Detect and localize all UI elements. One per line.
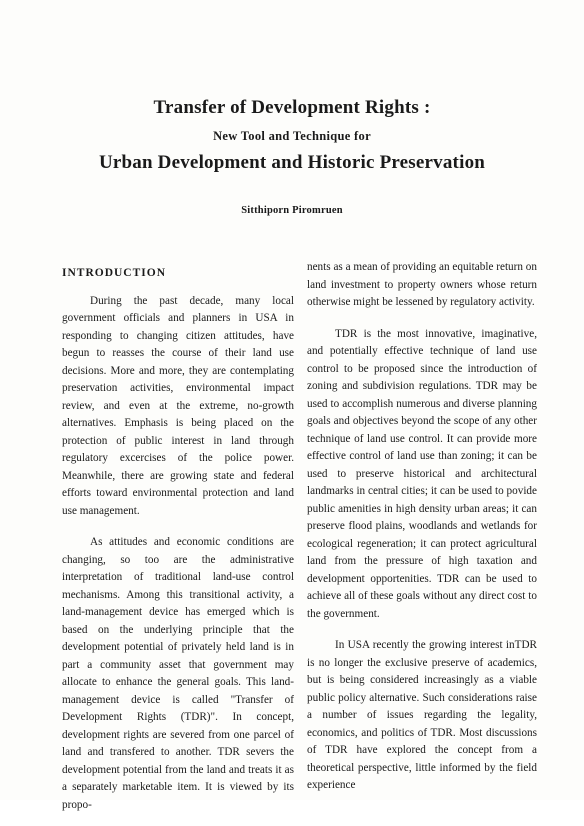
paragraph: During the past decade, many local government officials and planners in USA in responding to changing citizen attitudes, have begun to reasses the course of their land use decisions. More and more, they are contemplating preservation activities, environmental impact review, and even at the extreme, no-growth alternatives. Emphasis is being placed on the protection of public interest in land through regulatory excercises of the police power. Meanwhile, there are growing state and federal efforts toward environmental protection and land use management. xyxy=(62,294,294,517)
right-column xyxy=(307,259,537,807)
paragraph: As attitudes and economic conditions are changing, so too are the administrative interpretation of traditional land-use control mechanisms. Among this transitional activity, a land-management device has emerged which is based on the underlying principle that the development potential of privately held land is in part a community asset that government may allocate to enhance the general goals. This land-management device is called "Transfer of Development Rights (TDR)". In concept, development rights are severed from one parcel of land and transfered to another. TDR severs the development potential from the land and treats it as a separately marketable item. It is viewed by its propo- xyxy=(62,536,294,811)
paper-title-second-line: Urban Development and Historic Preservation xyxy=(98,152,486,173)
left-column xyxy=(62,259,294,826)
author-name: Sitthiporn Piromruen xyxy=(241,205,343,216)
paper-title: Transfer of Development Rights : xyxy=(153,97,431,118)
section-heading-introduction: INTRODUCTION xyxy=(62,267,167,279)
paper-subtitle: New Tool and Technique for xyxy=(213,129,371,143)
paragraph: TDR is the most innovative, imaginative, and potentially effective technique of land use control to be proposed since the introduction of zoning and subdivision regulations. TDR may be used to accomplish numerous and diverse planning goals and objectives beyond the scope of any other technique of land use control. It can provide more effective control of land use than zoning; it can be used to preserve historical and architectural landmarks in central cities; it can be used to povide public amenities in high density urban areas; it can preserve flood plains, woodlands and wetlands for ecological regeneration; it can protect agricultural land from the pressure of high taxation and development opportenities. TDR can be used to achieve all of these goals without any direct cost to the government. xyxy=(307,327,537,620)
paragraph: In USA recently the growing interest inTDR is no longer the exclusive preserve of academics, but is being considered increasingly as a viable public policy alternative. Such considerations raise a number of issues regarding the legality, economics, and politics of TDR. Most discussions of TDR have explored the concept from a theoretical perspective, little informed by the field experience xyxy=(307,639,537,791)
paragraph-continued: nents as a mean of providing an equitable return on land investment to property owners whose return otherwise might be lessened by regulatory activity. xyxy=(307,261,537,308)
